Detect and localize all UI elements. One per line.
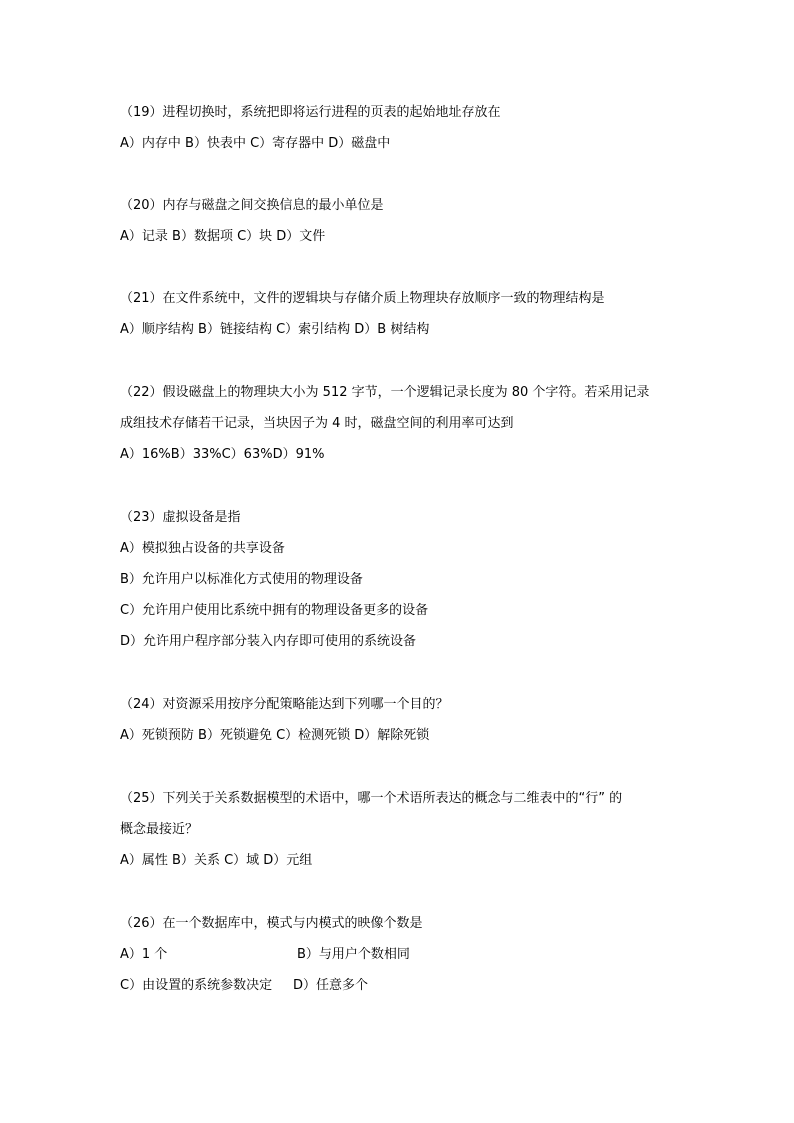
question-20-options: A）记录 B）数据项 C）块 D）文件: [120, 229, 326, 244]
question-25-options: A）属性 B）关系 C）域 D）元组: [120, 853, 313, 868]
question-23-option-b: B）允许用户以标准化方式使用的物理设备: [120, 572, 363, 587]
question-23-option-c: C）允许用户使用比系统中拥有的物理设备更多的设备: [120, 603, 429, 618]
question-26-option-b: B）与用户个数相同: [297, 947, 410, 962]
question-22-stem-line-1: （22）假设磁盘上的物理块大小为 512 字节，一个逻辑记录长度为 80 个字符。若采用记录: [120, 385, 650, 400]
question-26-option-d: D）任意多个: [293, 978, 369, 993]
question-21-options: A）顺序结构 B）链接结构 C）索引结构 D）B 树结构: [120, 322, 430, 337]
question-25-stem-line-1: （25）下列关于关系数据模型的术语中，哪一个术语所表达的概念与二维表中的“行” 的: [120, 791, 623, 806]
question-26-stem: （26）在一个数据库中，模式与内模式的映像个数是: [120, 916, 423, 931]
question-26-option-a: A）1 个: [120, 947, 168, 962]
question-25-stem-line-2: 概念最接近？: [120, 822, 199, 837]
question-20-stem: （20）内存与磁盘之间交换信息的最小单位是: [120, 198, 384, 213]
question-24-stem: （24）对资源采用按序分配策略能达到下列哪一个目的？: [120, 697, 449, 712]
question-23-option-d: D）允许用户程序部分装入内存即可使用的系统设备: [120, 634, 417, 649]
question-21-stem: （21）在文件系统中，文件的逻辑块与存储介质上物理块存放顺序一致的物理结构是: [120, 291, 605, 306]
question-22-options: A）16%B）33%C）63%D）91%: [120, 447, 325, 462]
question-23-stem: （23）虚拟设备是指: [120, 510, 241, 525]
question-22-stem-line-2: 成组技术存储若干记录，当块因子为 4 时，磁盘空间的利用率可达到: [120, 416, 514, 431]
question-24-options: A）死锁预防 B）死锁避免 C）检测死锁 D）解除死锁: [120, 728, 430, 743]
question-19-options: A）内存中 B）快表中 C）寄存器中 D）磁盘中: [120, 136, 391, 151]
question-26-option-c: C）由设置的系统参数决定: [120, 978, 273, 993]
question-19-stem: （19）进程切换时，系统把即将运行进程的页表的起始地址存放在: [120, 105, 501, 120]
question-23-option-a: A）模拟独占设备的共享设备: [120, 541, 285, 556]
